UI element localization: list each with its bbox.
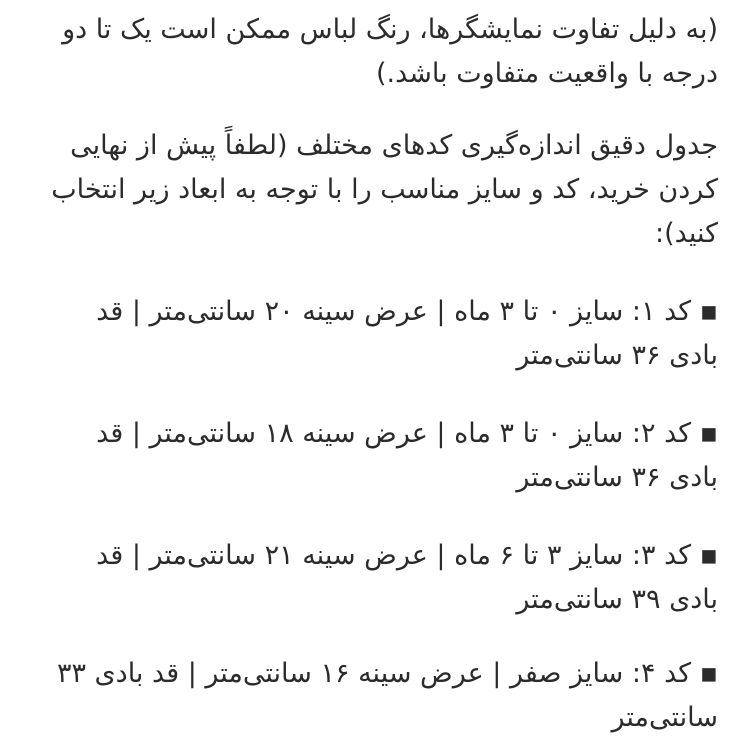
color-disclaimer-text: (به دلیل تفاوت نمایشگرها، رنگ لباس ممکن است یک تا دو درجه با واقعیت متفاوت باشد.) [62, 14, 718, 89]
size-item-code-2: ▪ کد ۲: سایز ۰ تا ۳ ماه | عرض سینه ۱۸ سانتی‌متر | قد بادی ۳۶ سانتی‌متر [96, 418, 718, 493]
size-chart-intro-text: جدول دقیق اندازه‌گیری کدهای مختلف (لطفاً پیش از نهایی کردن خرید، کد و سایز مناسب را با توجه به ابعاد زیر انتخاب کنید): [51, 130, 718, 249]
size-item-code-3: ▪ کد ۳: سایز ۳ تا ۶ ماه | عرض سینه ۲۱ سانتی‌متر | قد بادی ۳۹ سانتی‌متر [96, 540, 718, 615]
size-item-code-4: ▪ کد ۴: سایز صفر | عرض سینه ۱۶ سانتی‌متر | قد بادی ۳۳ سانتی‌متر [56, 658, 718, 733]
size-item-code-1: ▪ کد ۱: سایز ۰ تا ۳ ماه | عرض سینه ۲۰ سانتی‌متر | قد بادی ۳۶ سانتی‌متر [96, 296, 718, 371]
